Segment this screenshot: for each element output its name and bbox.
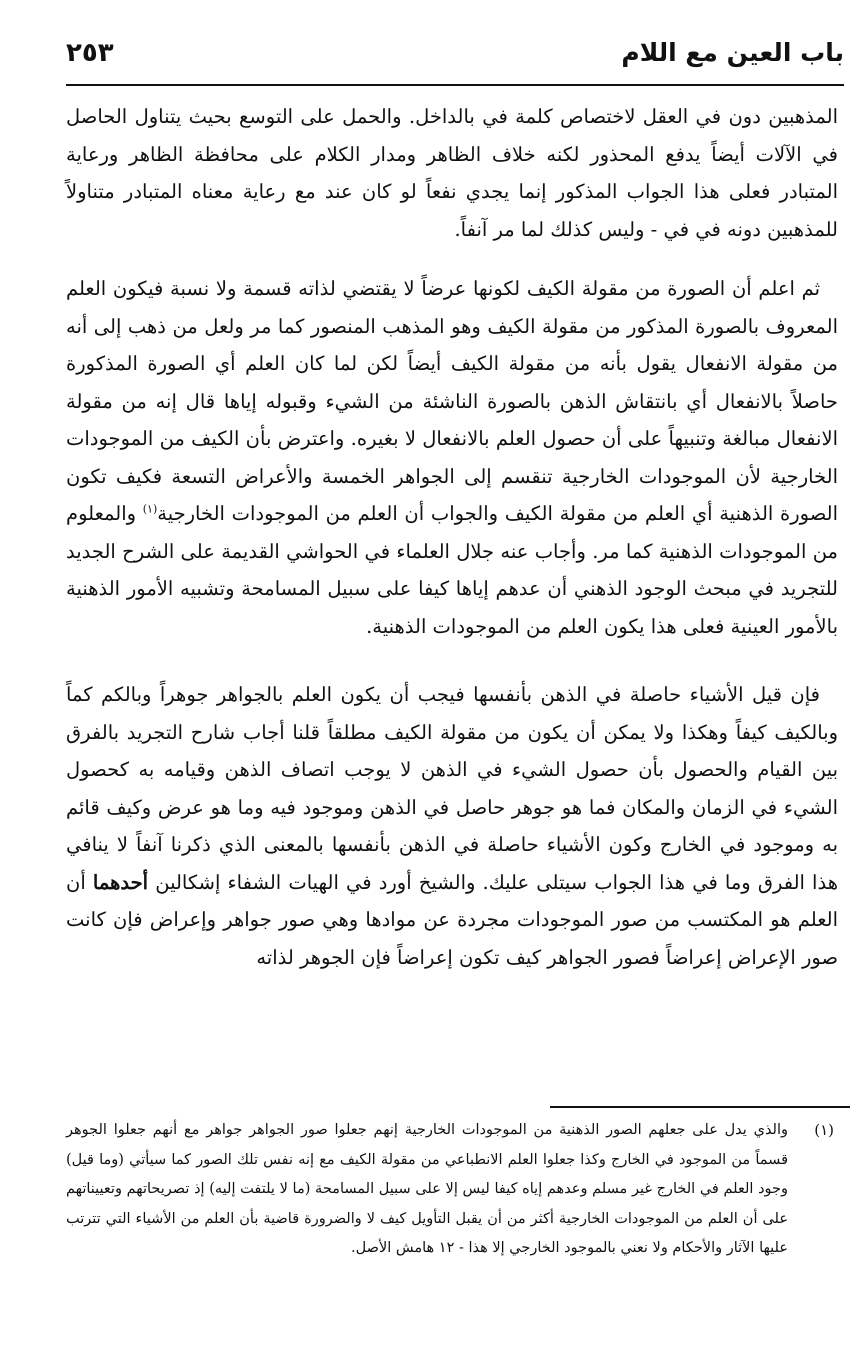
footnote-text: والذي يدل على جعلهم الصور الذهنية من الموجودات الخارجية إنهم جعلوا صور الجواهر جواهر مع أنهم جعلوا الجوهر قسماً من الموجود في الخارج وكذا جعلوا العلم الانطباعي من مقولة الكيف مع إنه نفس تلك الصور كما سيأتي (وما قيل) وجود العلم في الخارج غير مسلم وعدهم إياه كيفا ليس إلا على سبيل المسامحة (ما لا يلتفت إليه) إذ تصريحاتهم وتعييناتهم على أن العلم من الموجودات الخارجية أكثر من أن يقبل التأويل كيف لا والضرورة قاضية بأن العلم من الأشياء التي تترتب عليها الآثار والأحكام ولا نعني بالموجود الخارجي إلا هذا - ١٢ هامش الأصل.	[66, 1122, 788, 1256]
paragraph-2	[66, 270, 838, 645]
paragraph-3-text-b: أن العلم هو المكتسب من صور الموجودات مجردة عن موادها وهي صور جواهر وإعراض فإن كانت صور الإعراض إعراضاً فصور الجواهر كيف تكون إعراضاً فإن الجوهر لذاته	[66, 870, 838, 969]
paragraph-1: المذهبين دون في العقل لاختصاص كلمة في بالداخل. والحمل على التوسع بحيث يتناول الحاصل في الآلات أيضاً يدفع المحذور لكنه خلاف الظاهر ومدار الكلام على محافظة الظاهر ورعاية المتبادر فعلى هذا الجواب المذكور إنما يجدي نفعاً لو كان عند مع رعاية معناه المتبادر متناولاً للمذهبين دونه في في - وليس كذلك لما مر آنفاً.	[66, 105, 838, 241]
paragraph-3-text-a: فإن قيل الأشياء حاصلة في الذهن بأنفسها فيجب أن يكون العلم بالجواهر جوهراً وبالكم كماً وبالكيف كيفاً وهكذا ولا يمكن أن يكون من مقولة الكيف مطلقاً قلنا أجاب شارح التجريد بالفرق بين القيام والحصول بأن حصول الشيء في الذهن لا يوجب اتصاف الذهن وقيامه به كحصول الشيء في الزمان والمكان فما هو جوهر حاصل في الذهن وموجود فيه وما هو عرض وكيف قائم به وموجود في الخارج وكون الأشياء حاصلة في الذهن بأنفسها بالمعنى الذي ذكرنا آنفاً لا ينافي هذا الفرق وما في هذا الجواب سيتلى عليك. والشيخ أورد في الهيات الشفاء إشكالين	[66, 683, 838, 894]
footnote-marker: (١)	[814, 1121, 834, 1139]
main-text	[66, 98, 838, 976]
emphasized-term: أحدهما	[92, 870, 149, 894]
page-number: ٢٥٣	[66, 38, 114, 68]
paragraph-3	[66, 676, 838, 976]
paragraph-2-text-a: ثم اعلم أن الصورة من مقولة الكيف لكونها عرضاً لا يقتضي لذاته قسمة ولا نسبة فيكون العلم المعروف بالصورة المذكور من مقولة الكيف وهو المذهب المنصور كما مر ولعل من ذهب إلى أنه من مقولة الانفعال يقول بأنه من مقولة الكيف أيضاً لكن لما كان العلم أي الصورة المذكورة حاصلاً بالانفعال أي بانتقاش الذهن بالصورة الناشئة من الشيء وقبوله إياها قال إنه من مقولة الانفعال مبالغة وتنبيهاً على أن حصول العلم بالانفعال لا بغيره. واعترض بأن الكيف من الموجودات الخارجية لأن الموجودات الخارجية تنقسم إلى الجواهر الخمسة والأعراض التسعة فكيف تكون الصورة الذهنية أي العلم من مقولة الكيف والجواب أن العلم من الموجودات الخارجية	[66, 277, 839, 525]
running-header	[66, 34, 844, 86]
footnote-divider	[550, 1106, 850, 1108]
footnote	[66, 1116, 842, 1264]
paragraph-2-text-b: والمعلوم من الموجودات الذهنية كما مر. وأجاب عنه جلال العلماء في الحواشي القديمة على الشرح الجديد للتجريد في مبحث الوجود الذهني أن عدهم إياها كيفا على سبيل المسامحة وتشبيه الأمور الذهنية بالأمور العينية فعلى هذا يكون العلم من الموجودات الذهنية.	[66, 502, 838, 638]
footnote-reference[interactable]: (١)	[142, 502, 158, 516]
chapter-title: باب العين مع اللام	[621, 38, 844, 67]
